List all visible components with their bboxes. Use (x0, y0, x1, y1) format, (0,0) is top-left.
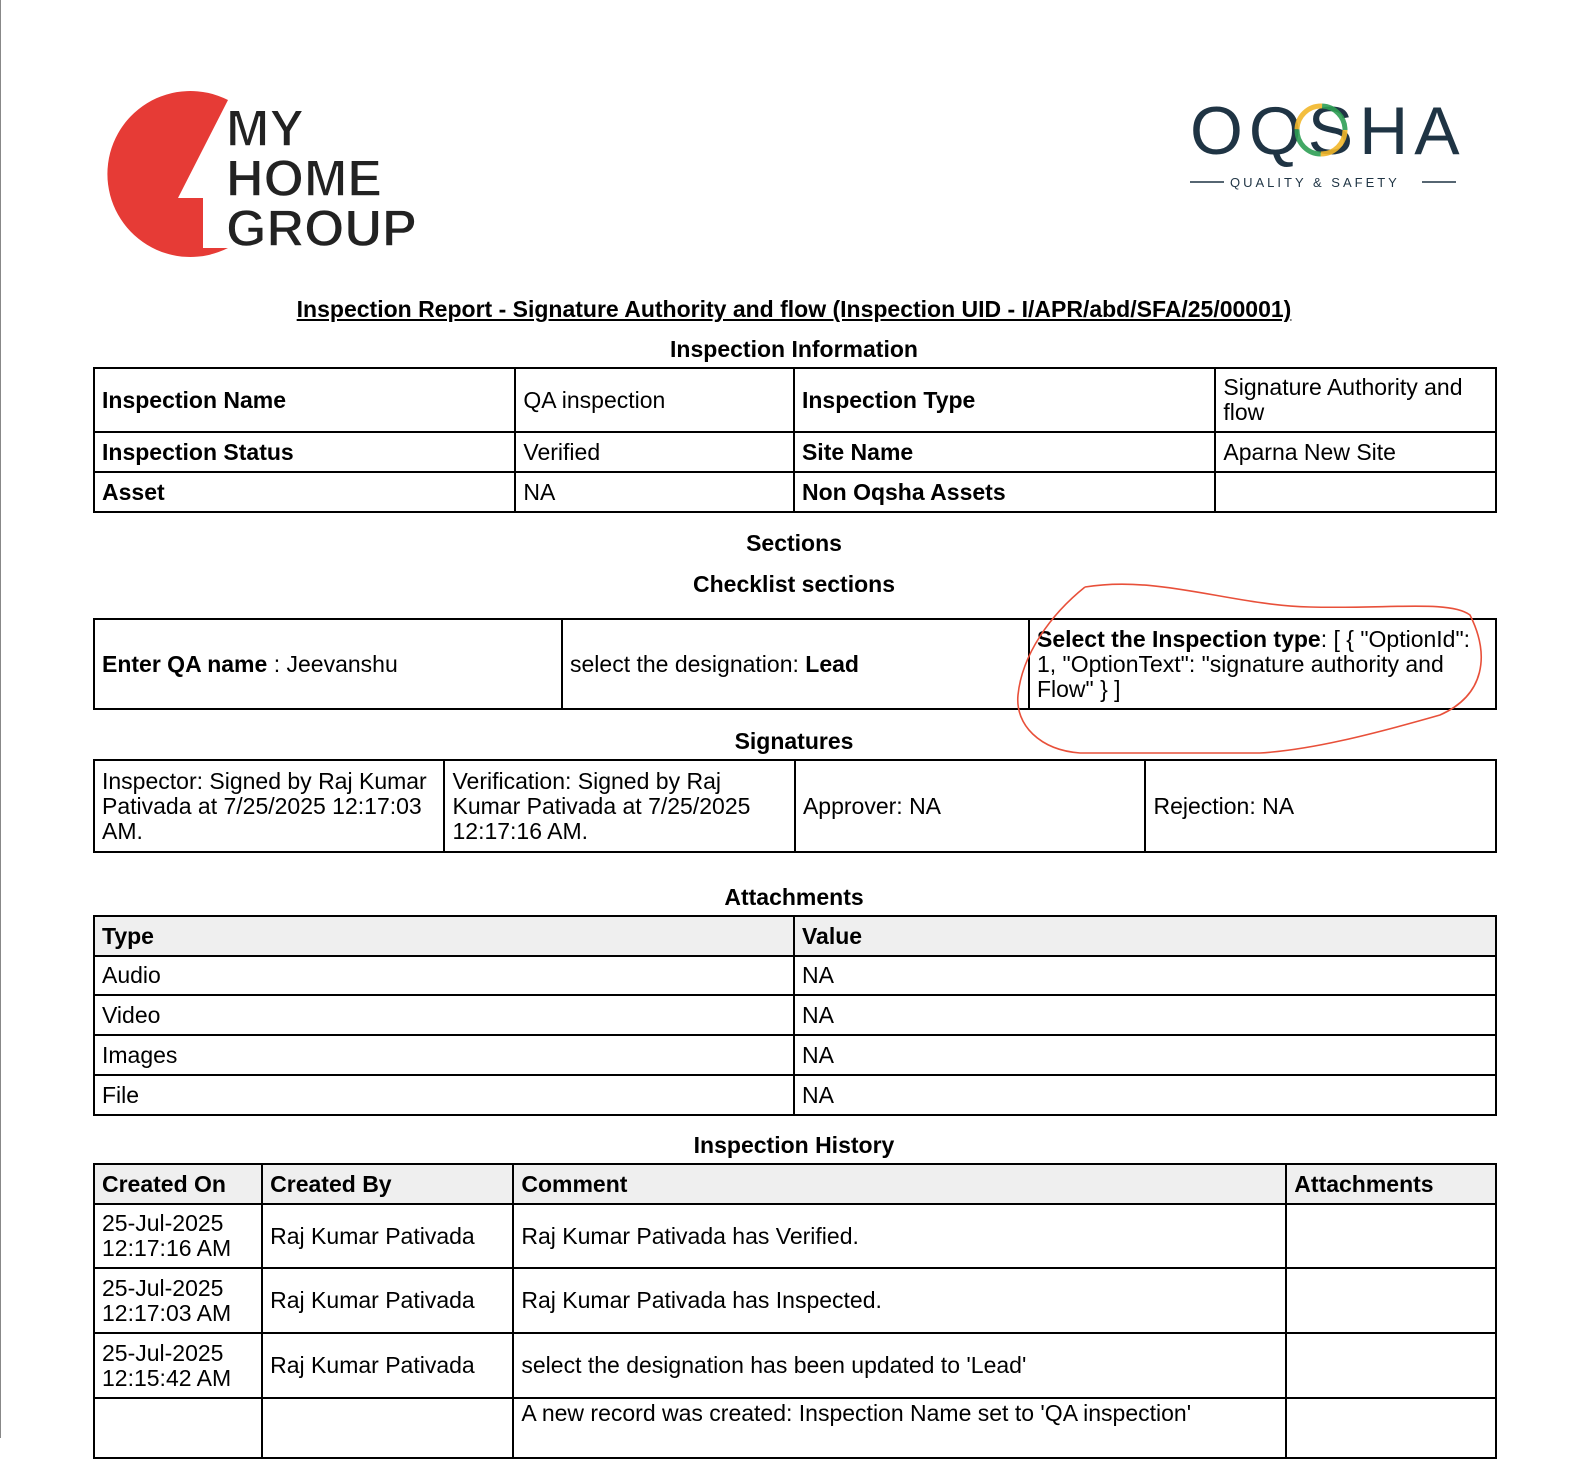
oqsha-wordmark: OQSHA (1190, 93, 1466, 169)
attachment-value: NA (794, 1075, 1496, 1115)
attachment-type: File (94, 1075, 794, 1115)
info-value: Verified (515, 432, 794, 472)
checklist-sections-table (93, 618, 1497, 710)
attachment-type: Images (94, 1035, 794, 1075)
column-header: Value (794, 916, 1496, 956)
checklist-item (1029, 619, 1496, 709)
oqsha-logo (1190, 92, 1480, 202)
attachments-heading: Attachments (724, 884, 864, 910)
logo-line-my: MY (226, 100, 304, 158)
logo-line-home: HOME (226, 150, 382, 208)
info-label: Inspection Name (94, 368, 515, 432)
logo-line-group: GROUP (226, 200, 417, 258)
my-home-group-logo (88, 88, 428, 263)
table-header-row (94, 1164, 1496, 1204)
checklist-separator: : (267, 650, 287, 677)
column-header: Type (94, 916, 794, 956)
attachment-type: Audio (94, 956, 794, 995)
history-created-on (94, 1333, 262, 1398)
attachment-value: NA (794, 1035, 1496, 1075)
info-value: Aparna New Site (1215, 432, 1496, 472)
signature-inspector: Inspector: Signed by Raj Kumar Pativada at 7/25/2025 12:17:03 AM. (94, 760, 444, 852)
table-row (94, 619, 1496, 709)
info-value: NA (515, 472, 794, 512)
history-comment: Raj Kumar Pativada has Inspected. (513, 1268, 1286, 1333)
checklist-item (94, 619, 562, 709)
table-row (94, 1204, 1496, 1268)
checklist-value: Lead (805, 650, 859, 677)
history-created-on (94, 1398, 262, 1458)
history-date: 25-Jul-2025 (102, 1274, 224, 1301)
signatures-heading: Signatures (734, 728, 854, 754)
attachment-type: Video (94, 995, 794, 1035)
checklist-label: Select the Inspection type (1036, 625, 1321, 652)
history-comment: A new record was created: Inspection Name set to 'QA inspection' (513, 1398, 1286, 1458)
page-edge (0, 0, 1, 1438)
history-time: 12:17:16 AM (102, 1235, 232, 1261)
inspection-information-table (93, 367, 1497, 513)
report-title: Inspection Report - Signature Authority and flow (Inspection UID - I/APR/abd/SFA/25/00001) (296, 296, 1292, 322)
oqsha-tagline: QUALITY & SAFETY (1230, 175, 1400, 190)
column-header: Created By (262, 1164, 513, 1204)
sections-heading: Sections (746, 530, 842, 556)
history-comment: select the designation has been updated to 'Lead' (513, 1333, 1286, 1398)
info-value (1215, 472, 1496, 512)
history-attachments (1286, 1204, 1496, 1268)
column-header: Attachments (1286, 1164, 1496, 1204)
table-row (94, 368, 1496, 432)
inspection-history-heading: Inspection History (693, 1132, 895, 1158)
signature-verification: Verification: Signed by Raj Kumar Pativada at 7/25/2025 12:17:16 AM. (444, 760, 794, 852)
info-value: QA inspection (515, 368, 794, 432)
history-time: 12:15:42 AM (102, 1364, 232, 1391)
history-attachments (1286, 1333, 1496, 1398)
checklist-label: Enter QA name (102, 650, 268, 677)
inspection-information-heading: Inspection Information (670, 336, 918, 362)
history-created-on (94, 1204, 262, 1268)
checklist-separator: : (1320, 625, 1334, 652)
history-created-by: Raj Kumar Pativada (262, 1268, 513, 1333)
table-row (94, 1333, 1496, 1398)
table-row (94, 1268, 1496, 1333)
info-label: Inspection Type (794, 368, 1215, 432)
column-header: Comment (513, 1164, 1286, 1204)
checklist-value: Jeevanshu (286, 650, 398, 677)
history-created-by: Raj Kumar Pativada (262, 1204, 513, 1268)
inspection-history-table (93, 1163, 1497, 1459)
table-row (94, 1075, 1496, 1115)
table-row (94, 995, 1496, 1035)
checklist-sections-heading: Checklist sections (693, 571, 895, 597)
history-created-by (262, 1398, 513, 1458)
history-date: 25-Jul-2025 (102, 1339, 224, 1366)
attachment-value: NA (794, 956, 1496, 995)
info-label: Non Oqsha Assets (794, 472, 1215, 512)
history-created-by: Raj Kumar Pativada (262, 1333, 513, 1398)
checklist-item (562, 619, 1029, 709)
table-row (94, 956, 1496, 995)
history-created-on (94, 1268, 262, 1333)
attachment-value: NA (794, 995, 1496, 1035)
info-label: Asset (94, 472, 515, 512)
history-attachments (1286, 1398, 1496, 1458)
history-date: 25-Jul-2025 (102, 1210, 224, 1236)
info-label: Inspection Status (94, 432, 515, 472)
table-row (94, 472, 1496, 512)
history-attachments (1286, 1268, 1496, 1333)
info-value: Signature Authority and flow (1215, 368, 1496, 432)
history-comment: Raj Kumar Pativada has Verified. (513, 1204, 1286, 1268)
history-time: 12:17:03 AM (102, 1299, 232, 1326)
attachments-table (93, 915, 1497, 1116)
signatures-table (93, 759, 1497, 853)
checklist-label: select the designation: (570, 650, 806, 677)
signature-rejection: Rejection: NA (1145, 760, 1496, 852)
checklist-value: [ { "OptionId": 1, "OptionText": "signature authority and Flow" } ] (1036, 625, 1471, 702)
table-header-row (94, 916, 1496, 956)
column-header: Created On (94, 1164, 262, 1204)
table-row (94, 432, 1496, 472)
table-row (94, 760, 1496, 852)
info-label: Site Name (794, 432, 1215, 472)
signature-approver: Approver: NA (795, 760, 1145, 852)
table-row (94, 1398, 1496, 1458)
table-row (94, 1035, 1496, 1075)
